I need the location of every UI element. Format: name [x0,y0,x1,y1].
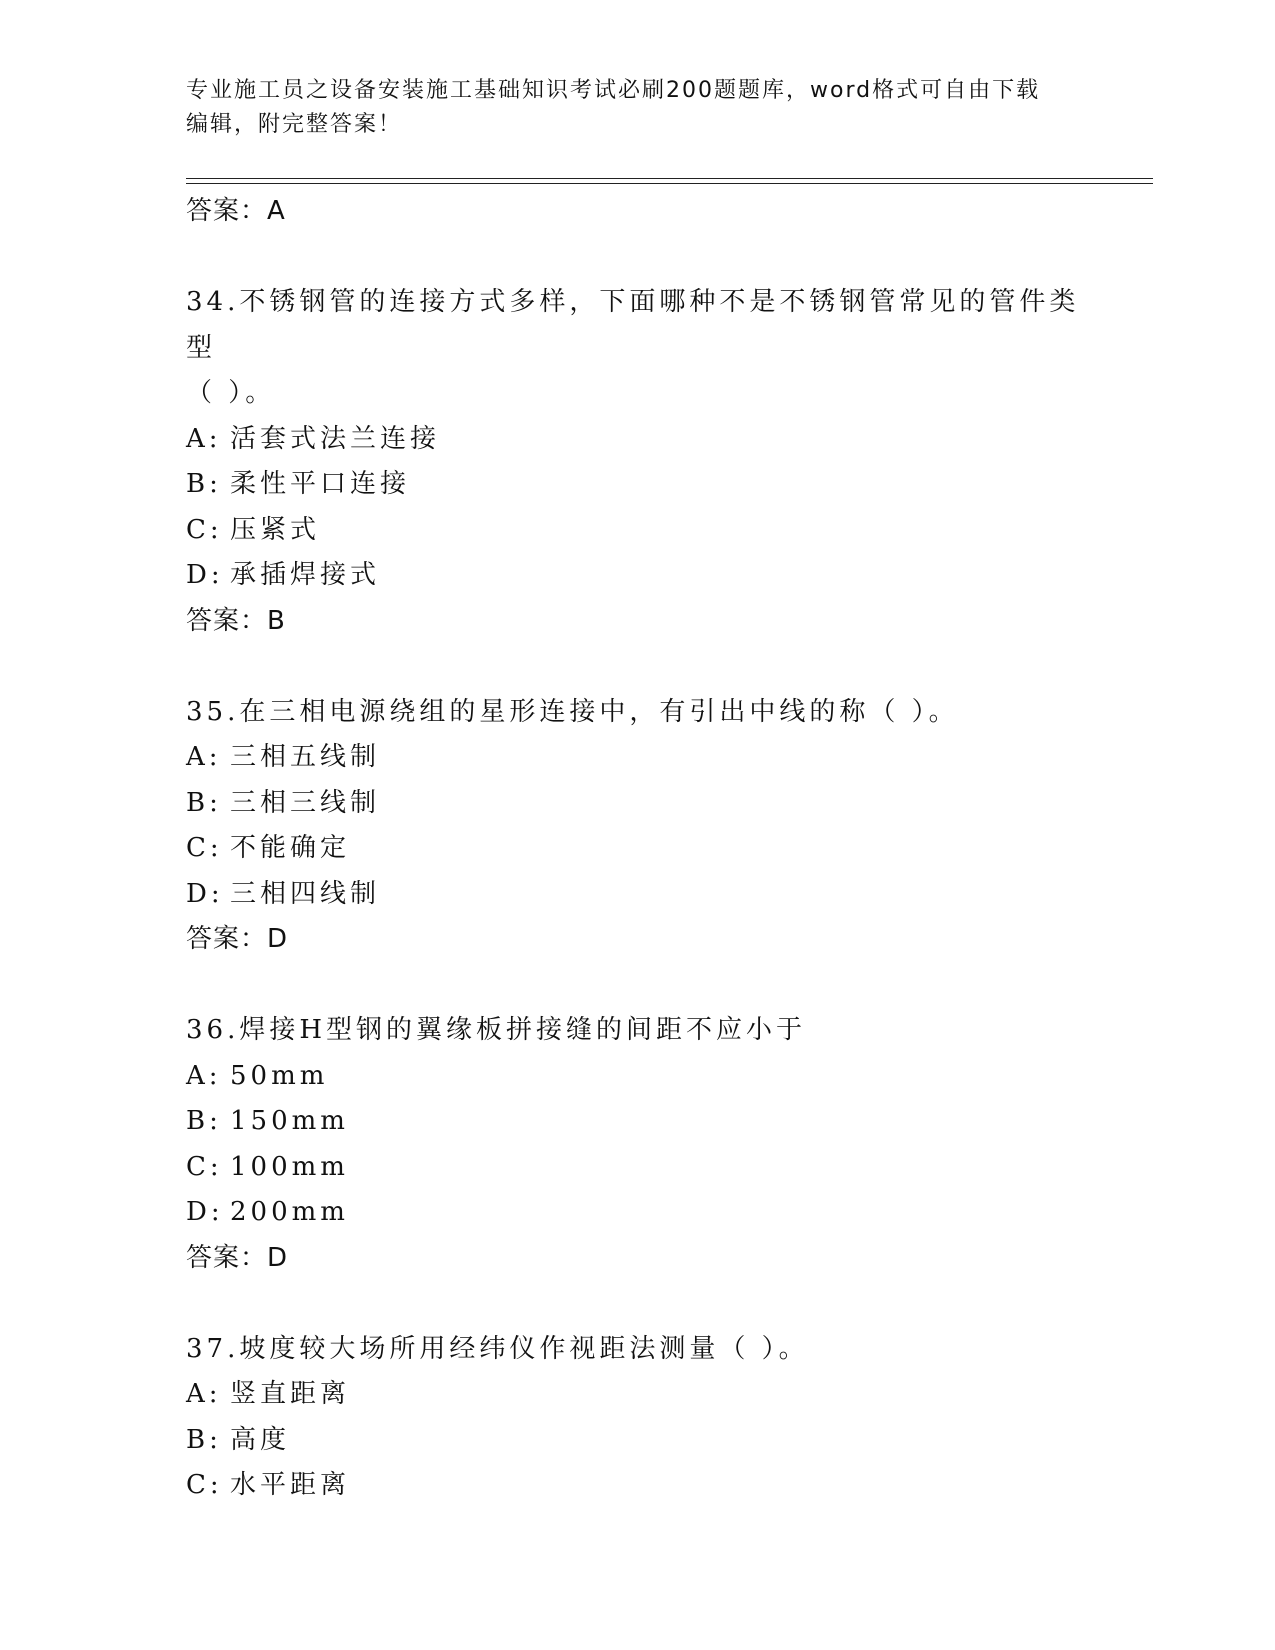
question-stem: 36.焊接H型钢的翼缘板拼接缝的间距不应小于 [186,1015,807,1045]
option-text: 承插焊接式 [230,560,381,590]
option-label: A: [186,1060,222,1091]
option-text: 活套式法兰连接 [230,423,441,454]
header-title-line-2: 编辑，附完整答案！ [186,112,403,137]
header-title-line-1: 专业施工员之设备安装施工基础知识考试必刷200题题库，word格式可自由下载 [186,78,1041,103]
option-text: 压紧式 [230,514,321,545]
option-label: C: [186,833,223,863]
option-label: D: [186,878,224,909]
option-label: B: [186,1424,222,1455]
option-c [186,826,1086,872]
option-label: A: [186,423,222,454]
question-answer: 答案：D [186,924,289,954]
option-text: 三相三线制 [230,787,381,818]
spacer [186,644,1086,690]
option-text: 竖直距离 [230,1379,351,1409]
question-answer: 答案：D [186,1242,289,1273]
question-stem: 35.在三相电源绕组的星形连接中，有引出中线的称（ ）。 [186,696,959,727]
previous-answer: 答案：A [186,196,286,226]
option-text: 150mm [230,1106,349,1136]
spacer [186,235,1086,281]
option-text: 不能确定 [230,833,351,863]
option-b [186,1099,1086,1145]
question-37 [186,1327,1086,1509]
option-d [186,872,1086,918]
question-stem: 37.坡度较大场所用经纬仪作视距法测量（ ）。 [186,1333,809,1364]
option-text: 高度 [230,1424,291,1455]
option-b [186,462,1086,508]
option-a [186,1372,1086,1418]
option-label: D: [186,560,224,590]
option-a [186,1054,1086,1100]
question-answer: 答案：B [186,605,286,636]
option-b [186,1418,1086,1464]
question-stem: 34.不锈钢管的连接方式多样，下面哪种不是不锈钢管常见的管件类型 [186,287,1080,363]
option-text: 三相五线制 [230,742,381,772]
option-label: C: [186,1151,223,1182]
question-stem-continuation: （ ）。 [186,378,276,408]
document-body [186,189,1086,1509]
option-c [186,1463,1086,1509]
question-35 [186,690,1086,963]
option-c [186,1145,1086,1191]
option-label: B: [186,469,222,499]
option-text: 柔性平口连接 [230,469,411,499]
option-text: 50mm [230,1060,329,1091]
option-text: 三相四线制 [230,878,381,909]
option-d [186,1190,1086,1236]
option-label: B: [186,787,222,818]
question-34 [186,280,1086,644]
option-label: B: [186,1106,222,1136]
option-a [186,735,1086,781]
option-label: D: [186,1197,224,1227]
option-d [186,553,1086,599]
header-divider-top [186,178,1153,179]
option-b [186,781,1086,827]
spacer [186,963,1086,1009]
document-header [186,74,1086,142]
option-a [186,417,1086,463]
header-divider-bottom [186,183,1153,184]
option-label: A: [186,1379,222,1409]
option-label: A: [186,742,222,772]
option-text: 200mm [230,1197,349,1227]
option-text: 水平距离 [230,1470,351,1500]
spacer [186,1281,1086,1327]
option-label: C: [186,1470,223,1500]
question-36 [186,1008,1086,1281]
option-c [186,508,1086,554]
option-text: 100mm [230,1151,349,1182]
option-label: C: [186,514,223,545]
